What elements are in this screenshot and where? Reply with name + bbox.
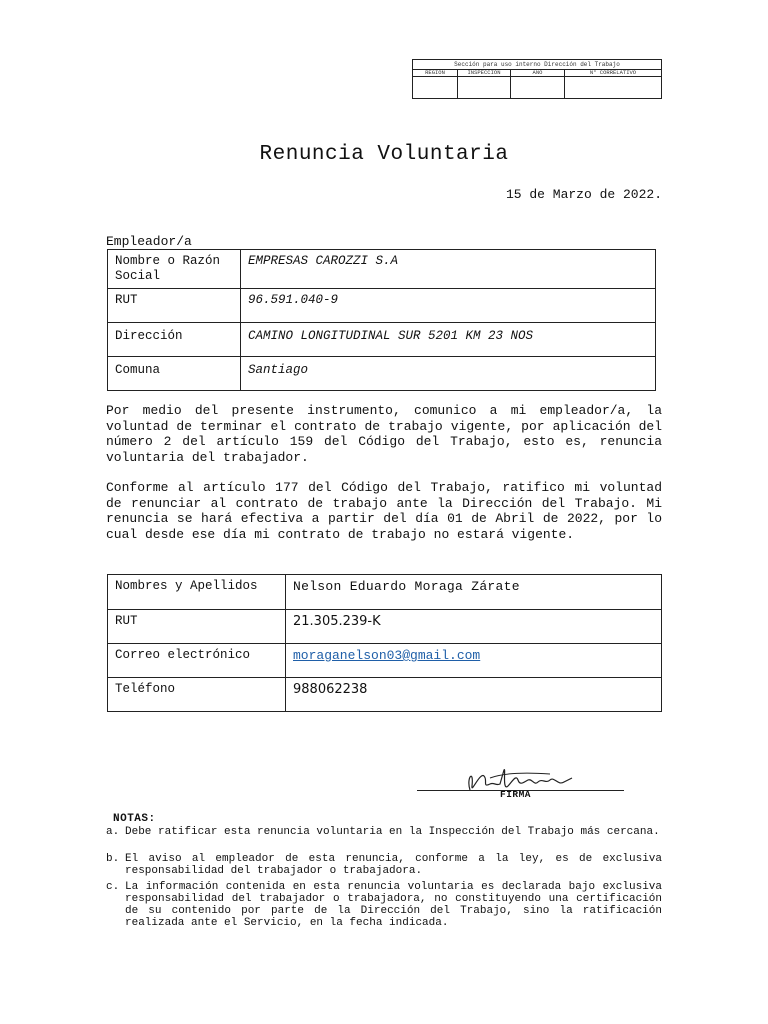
note-item <box>106 853 662 877</box>
employer-name-label: Nombre o Razón Social <box>108 250 241 289</box>
note-item <box>106 881 662 929</box>
table-row <box>108 644 662 678</box>
worker-phone-label: Teléfono <box>108 678 286 712</box>
region-header: REGION <box>413 69 458 77</box>
note-item <box>106 826 662 838</box>
worker-email-label: Correo electrónico <box>108 644 286 678</box>
worker-name-label: Nombres y Apellidos <box>108 575 286 610</box>
table-row <box>108 323 656 357</box>
worker-rut-label: RUT <box>108 610 286 644</box>
document-title: Renuncia Voluntaria <box>259 143 509 166</box>
employer-name-value: EMPRESAS CAROZZI S.A <box>241 250 656 289</box>
employer-comuna-value: Santiago <box>241 357 656 391</box>
note-text: La información contenida en esta renuncia voluntaria es declarada bajo exclusiva responsabilidad del trabajador o trabajadora, no constituyendo una certificación de su contenido por parte de la Dirección del Trabajo, sino la ratificación realizada ante el Servicio, en la fecha indicada. <box>125 881 662 929</box>
ano-header: AÑO <box>511 69 565 77</box>
note-marker: b. <box>106 853 120 865</box>
note-text: El aviso al empleador de esta renuncia, conforme a la ley, es de exclusiva responsabilidad del trabajador o trabajadora. <box>125 853 662 877</box>
notes-title: NOTAS: <box>113 813 156 825</box>
note-marker: c. <box>106 881 120 893</box>
region-cell <box>413 77 458 99</box>
ano-cell <box>511 77 565 99</box>
worker-name-value: Nelson Eduardo Moraga Zárate <box>286 575 662 610</box>
table-row <box>108 575 662 610</box>
table-row <box>108 250 656 289</box>
employer-address-label: Dirección <box>108 323 241 357</box>
resignation-paragraph-2: Conforme al artículo 177 del Código del Trabajo, ratifico mi voluntad de renunciar al contrato de trabajo ante la Dirección del Trabajo. Mi renuncia se hará efectiva a partir del día 01 de Abril de 2022, por lo cual desde ese día mi contrato de trabajo no estará vigente. <box>106 480 662 542</box>
inspeccion-cell <box>458 77 511 99</box>
note-text: Debe ratificar esta renuncia voluntaria en la Inspección del Trabajo más cercana. <box>125 826 660 838</box>
note-marker: a. <box>106 826 120 838</box>
table-row <box>108 357 656 391</box>
table-row <box>108 678 662 712</box>
employer-rut-value: 96.591.040-9 <box>241 289 656 323</box>
inspeccion-header: INSPECCION <box>458 69 511 77</box>
employer-table <box>107 249 656 391</box>
table-row <box>108 610 662 644</box>
table-row <box>108 289 656 323</box>
employer-section-label: Empleador/a <box>106 234 192 249</box>
employer-comuna-label: Comuna <box>108 357 241 391</box>
internal-use-box <box>412 59 662 99</box>
document-date: 15 de Marzo de 2022. <box>505 187 662 202</box>
resignation-paragraph-1: Por medio del presente instrumento, comunico a mi empleador/a, la voluntad de terminar el contrato de trabajo vigente, por aplicación del número 2 del artículo 159 del Código del Trabajo, esto es, renuncia voluntaria del trabajador. <box>106 403 662 465</box>
worker-table <box>107 574 662 712</box>
worker-email-link[interactable]: moraganelson03@gmail.com <box>293 648 481 663</box>
worker-email-cell <box>286 644 662 678</box>
signature-label: FIRMA <box>500 789 532 800</box>
correlativo-header: N° CORRELATIVO <box>565 69 661 77</box>
employer-rut-label: RUT <box>108 289 241 323</box>
worker-phone-value: 988062238 <box>286 678 662 712</box>
employer-address-value: CAMINO LONGITUDINAL SUR 5201 KM 23 NOS <box>241 323 656 357</box>
worker-rut-value: 21.305.239-K <box>286 610 662 644</box>
internal-use-caption: Sección para uso interno Dirección del Trabajo <box>413 60 661 70</box>
